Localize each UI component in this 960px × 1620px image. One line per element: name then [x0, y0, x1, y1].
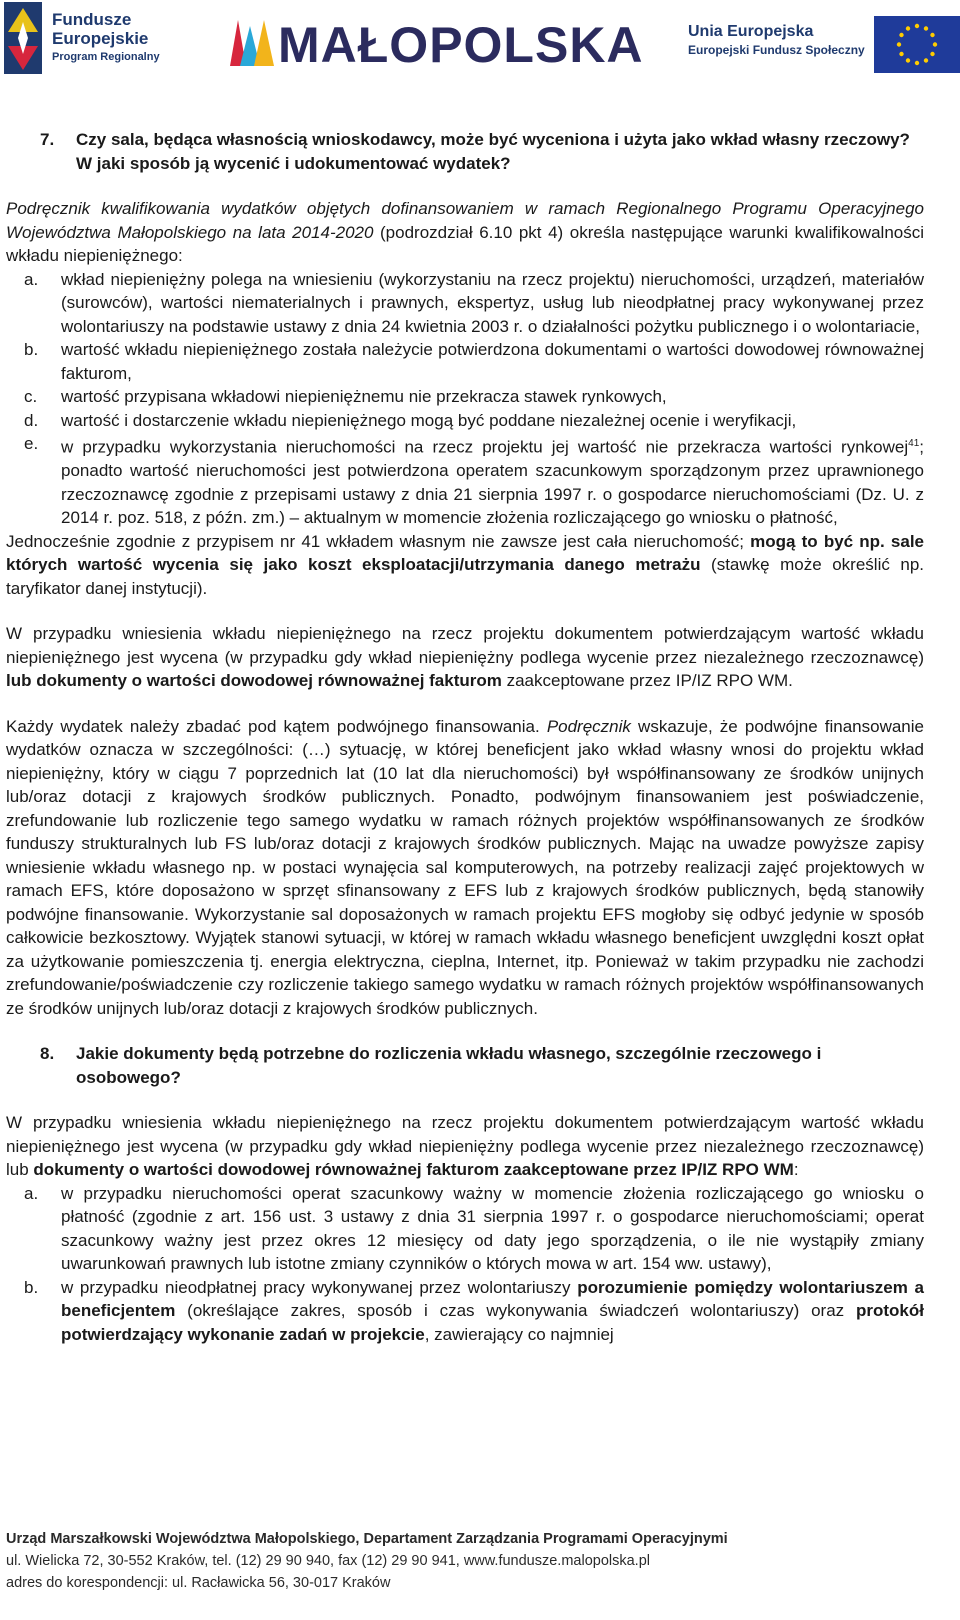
q7-p4-part2: wskazuje, że podwójne finansowanie wydatków oznacza w szczególności: (…) sytuację, w której beneficjent jako wkład własny wnosi do projektu wkład niepieniężny, który w ciągu 7 poprzednich lat (10 lat dla nieruchomości) był współfinansowany ze środków unijnych lub/oraz dotacji z krajowych środków publicznych. Ponadto, podwójnym finansowaniem jest poświadczenie, zrefundowanie lub rozliczenie tego samego wydatku w ramach różnych projektów współfinansowanych ze środków funduszy strukturalnych lub FS lub/oraz dotacji z krajowych środków publicznych. Mając na uwadze powyższe zapisy wniesienie wkładu własnego np. w postaci wynajęcia sal komputerowych, na potrzeby realizacji zajęć projektowych w ramach EFS, które doposażono w sprzęt sfinansowany z EFS lub z krajowych środków publicznych, będą stanowiły podwójne finansowanie. Wykorzystanie sal doposażonych w ramach projektu EFS mogłoby się odbyć jedynie w sposób całkowicie bezkosztowy. Wyjątek stanowi sytuacji, w której w ramach wkładu własnego beneficjent uwzględni koszt opłat za użytkowanie pomieszczenia tj. energia elektryczna, cieplna, Internet, itp. Ponieważ w takim przypadku nie zachodzi zrefundowanie/poświadczenie czy rozliczenie takiego samego wydatku w ramach różnych projektów współfinansowanych ze środków unijnych lub/oraz dotacji z krajowych środków publicznych. [6, 716, 924, 1018]
q7-p4-italic: Podręcznik [546, 716, 631, 736]
document-body [6, 128, 924, 1346]
q7-item-d [6, 409, 924, 433]
q7-paragraph-2 [6, 530, 924, 601]
footnote-ref: 41 [908, 438, 920, 449]
q7-p3-part1: W przypadku wniesienia wkładu niepieniężnego na rzecz projektu dokumentem potwierdzającym wartość wkładu niepieniężnego jest wycena (w przypadku gdy wkład niepieniężny podlega wycenie przez niezależnego rzeczoznawcę) [6, 624, 924, 667]
malopolska-logo [228, 10, 644, 73]
q8-p1-bold: dokumenty o wartości dowodowej równoważnej fakturom zaakceptowane przez IP/IZ RPO WM [33, 1160, 794, 1180]
q8-paragraph-1 [6, 1111, 924, 1182]
q7-intro-rest: (podrozdział 6.10 pkt 4) określa następujące warunki kwalifikowalności wkładu niepieniężnego: [6, 222, 924, 265]
q8-item-b [6, 1276, 924, 1347]
question-8-number: 8. [40, 1044, 55, 1064]
q7-item-label: d. [24, 410, 39, 430]
malopolska-name: MAŁOPOLSKA [278, 17, 644, 73]
malopolska-m-icon [228, 16, 276, 68]
footer-address: ul. Wielicka 72, 30-552 Kraków, tel. (12) 29 90 940, fax (12) 29 90 941, www.fundusze.malopolska.pl [6, 1553, 650, 1569]
q7-p2-part1: Jednocześnie zgodnie z przypisem nr 41 wkładem własnym nie zawsze jest cała nieruchomość; [6, 531, 751, 551]
q7-paragraph-3 [6, 622, 924, 693]
fe-logo-text [52, 10, 160, 67]
unia-europejska-logo [688, 14, 958, 72]
q7-item-label: e. [24, 434, 39, 453]
question-8-title: Jakie dokumenty będą potrzebne do rozliczenia wkładu własnego, szczególnie rzeczowego i osobowego? [76, 1044, 822, 1087]
header-logos [0, 0, 960, 80]
q8-item-b-bold2: protokół potwierdzający wykonanie zadań w projekcie [61, 1301, 924, 1344]
q8-item-label: b. [24, 1277, 39, 1297]
ue-line1: Unia Europejska [688, 23, 814, 40]
q7-intro [6, 197, 924, 268]
question-7-title: Czy sala, będąca własnością wnioskodawcy, może być wyceniona i użyta jako wkład własny rzeczowy? W jaki sposób ją wycenić i udokumentować wydatek? [76, 130, 910, 173]
q7-item-e-part2: ; ponadto wartość nieruchomości jest potwierdzona operatem szacunkowym sporządzonym przez uprawnionego rzeczoznawcę zgodnie z przepisami ustawy z dnia 21 sierpnia 1997 r. o gospodarce nieruchomościami (Dz. U. z 2014 r. poz. 518, z późn. zm.) – aktualnym w momencie złożenia rozliczającego go wniosku o płatność, [61, 437, 924, 528]
q7-p3-part2: zaakceptowane przez IP/IZ RPO WM. [501, 671, 793, 691]
q7-item-text: wartość przypisana wkładowi niepieniężnemu nie przekracza stawek rynkowych, [61, 387, 667, 406]
q8-item-a [6, 1182, 924, 1276]
q8-item-text: w przypadku nieruchomości operat szacunkowy ważny w momencie złożenia rozliczającego go wniosku o płatność (zgodnie z art. 156 ust. 3 ustawy z dnia 31 sierpnia 1997 r. o gospodarce nieruchomościami; operat szacunkowy ważny jest przez okres 12 miesięcy od daty jego sporządzenia, o ile nie wystąpiły zmiany uwarunkowań prawnych lub istotne zmiany czynników o których mowa w art. 154 ww. ustawy), [61, 1183, 924, 1274]
footer-institution: Urząd Marszałkowski Województwa Małopolskiego, Departament Zarządzania Programami Operacyjnymi [6, 1531, 728, 1547]
ue-logo-text [688, 22, 865, 60]
q7-item-label: c. [24, 387, 38, 406]
q7-p2-part2: (stawkę może określić np. taryfikator danej instytucji). [6, 555, 924, 598]
q7-paragraph-4 [6, 715, 924, 1021]
q7-item-text [61, 432, 924, 530]
q7-item-c [6, 385, 924, 409]
q7-item-e-part1: w przypadku wykorzystania nieruchomości na rzecz projektu jej wartość nie przekracza wartości rynkowej [61, 437, 909, 457]
q7-item-b [6, 338, 924, 385]
q8-item-b-part3: , zawierający co najmniej [424, 1324, 614, 1344]
fundusze-europejskie-logo [4, 2, 174, 74]
question-8-heading [6, 1042, 924, 1089]
page-footer [6, 1528, 946, 1594]
q8-item-label: a. [24, 1183, 39, 1203]
q8-item-b-bold1: porozumienie pomiędzy wolontariuszem a beneficjentem [61, 1277, 924, 1321]
q7-item-e [6, 432, 924, 530]
q7-item-label: b. [24, 340, 39, 359]
question-7-number: 7. [40, 130, 55, 149]
q8-item-text [61, 1276, 924, 1347]
q8-item-b-part1: w przypadku nieodpłatnej pracy wykonywanej przez wolontariuszy [61, 1277, 578, 1297]
q7-item-label: a. [24, 269, 39, 289]
q7-p4-part1: Każdy wydatek należy zbadać pod kątem podwójnego finansowania. [6, 716, 547, 736]
ue-line2: Europejski Fundusz Społeczny [688, 43, 865, 57]
fe-line3: Program Regionalny [52, 51, 160, 63]
q8-p1-part2: : [793, 1160, 799, 1180]
q7-item-a [6, 268, 924, 339]
q7-item-text: wkład niepieniężny polega na wniesieniu (wykorzystaniu na rzecz projektu) nieruchomości, urządzeń, materiałów (surowców), wartości niematerialnych i prawnych, ekspertyz, usług lub nieodpłatnej pracy wykonywanej przez wolontariuszy na podstawie ustawy z dnia 24 kwietnia 2003 r. o działalności pożytku publicznego i o wolontariacie, [61, 269, 924, 336]
fe-line1: Fundusze [52, 10, 132, 29]
q8-p1-part1: W przypadku wniesienia wkładu niepieniężnego na rzecz projektu dokumentem potwierdzającym wartość wkładu niepieniężnego jest wycena (w przypadku gdy wkład niepieniężny podlega wycenie przez niezależnego rzeczoznawcę) lub [6, 1113, 924, 1180]
q7-item-text: wartość wkładu niepieniężnego została należycie potwierdzona dokumentami o wartości dowodowej równoważnej fakturom, [61, 340, 924, 383]
fe-line2: Europejskie [52, 29, 149, 48]
q7-intro-italic: Podręcznik kwalifikowania wydatków objętych dofinansowaniem w ramach Regionalnego Programu Operacyjnego Województwa Małopolskiego na lata 2014-2020 [6, 199, 924, 242]
footer-correspondence: adres do korespondencji: ul. Racławicka 56, 30-017 Kraków [6, 1575, 391, 1591]
q8-item-b-part2: (określające zakres, sposób i czas wykonywania świadczeń wolontariuszy) oraz [175, 1301, 856, 1321]
question-7-heading [6, 128, 924, 175]
q7-item-text: wartość i dostarczenie wkładu niepieniężnego mogą być poddane niezależnej ocenie i weryfikacji, [61, 410, 797, 430]
eu-flag-icon [874, 16, 960, 73]
q7-p2-bold: mogą to być np. sale których wartość wycenia się jako koszt eksploatacji/utrzymania danego metrażu [6, 531, 924, 575]
q7-p3-bold: lub dokumenty o wartości dowodowej równoważnej fakturom [6, 671, 502, 691]
fe-star-icon [4, 2, 42, 74]
